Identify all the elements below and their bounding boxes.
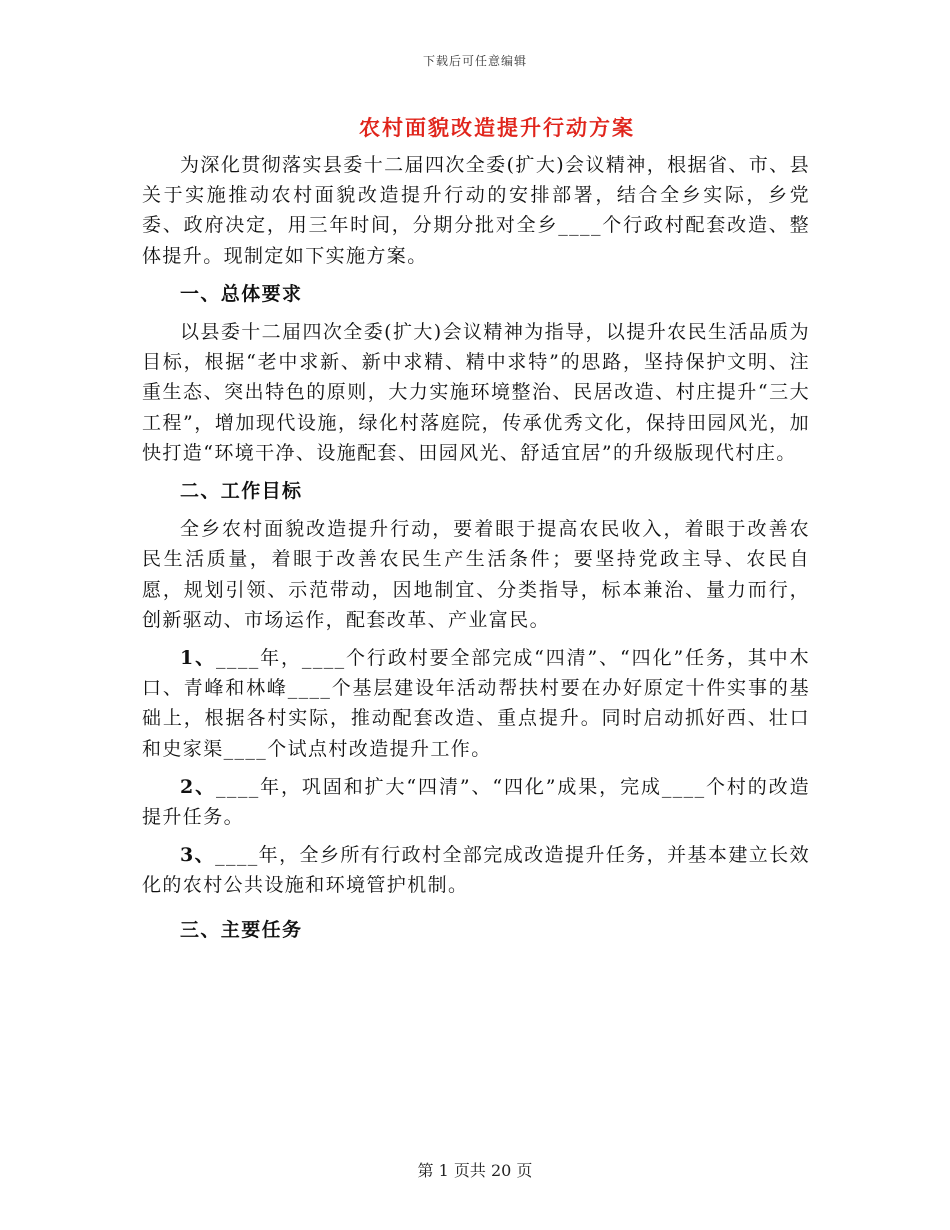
goal-item-2-text: ____年，巩固和扩大“四清”、“四化”成果，完成____个村的改造提升任务。 (142, 775, 810, 829)
section-heading-1: 一、总体要求 (180, 282, 303, 305)
document-title: 农村面貌改造提升行动方案 (359, 115, 635, 140)
header-note: 下载后可任意编辑 (422, 54, 527, 68)
document-body (142, 150, 810, 945)
goal-item-1-number: 1、 (180, 647, 217, 670)
section-heading-3: 三、主要任务 (180, 918, 303, 941)
page-footer: 第 1 页共 20 页 (417, 1161, 533, 1180)
intro-paragraph: 为深化贯彻落实县委十二届四次全委(扩大)会议精神，根据省、市、县关于实施推动农村面貌改造提升行动的安排部署，结合全乡实际，乡党委、政府决定，用三年时间，分期分批对全乡____个行政村配套改造、整体提升。现制定如下实施方案。 (142, 154, 810, 267)
goal-item-1-text: ____年，____个行政村要全部完成“四清”、“四化”任务，其中木口、青峰和林峰____个基层建设年活动帮扶村要在办好原定十件实事的基础上，根据各村实际，推动配套改造、重点提升。同时启动抓好西、壮口和史家渠____个试点村改造提升工作。 (142, 647, 810, 760)
goal-item-1 (142, 643, 810, 764)
goal-item-3 (142, 840, 810, 900)
goal-item-3-number: 3、 (180, 844, 216, 867)
goal-item-3-text: ____年，全乡所有行政村全部完成改造提升任务，并基本建立长效化的农村公共设施和环境管护机制。 (142, 844, 810, 897)
section-1-paragraph: 以县委十二届四次全委(扩大)会议精神为指导，以提升农民生活品质为目标，根据“老中求新、新中求精、精中求特”的思路，坚持保护文明、注重生态、突出特色的原则，大力实施环境整治、民居改造、村庄提升“三大工程”，增加现代设施，绿化村落庭院，传承优秀文化，保持田园风光，加快打造“环境干净、设施配套、田园风光、舒适宜居”的升级版现代村庄。 (142, 321, 810, 464)
section-heading-2: 二、工作目标 (180, 480, 303, 503)
goal-item-2-number: 2、 (180, 775, 217, 798)
goal-item-2 (142, 772, 810, 832)
section-2-paragraph: 全乡农村面貌改造提升行动，要着眼于提高农民收入，着眼于改善农民生活质量，着眼于改善农民生产生活条件；要坚持党政主导、农民自愿，规划引领、示范带动，因地制宜、分类指导，标本兼治、量力而行，创新驱动、市场运作，配套改革、产业富民。 (142, 518, 810, 631)
